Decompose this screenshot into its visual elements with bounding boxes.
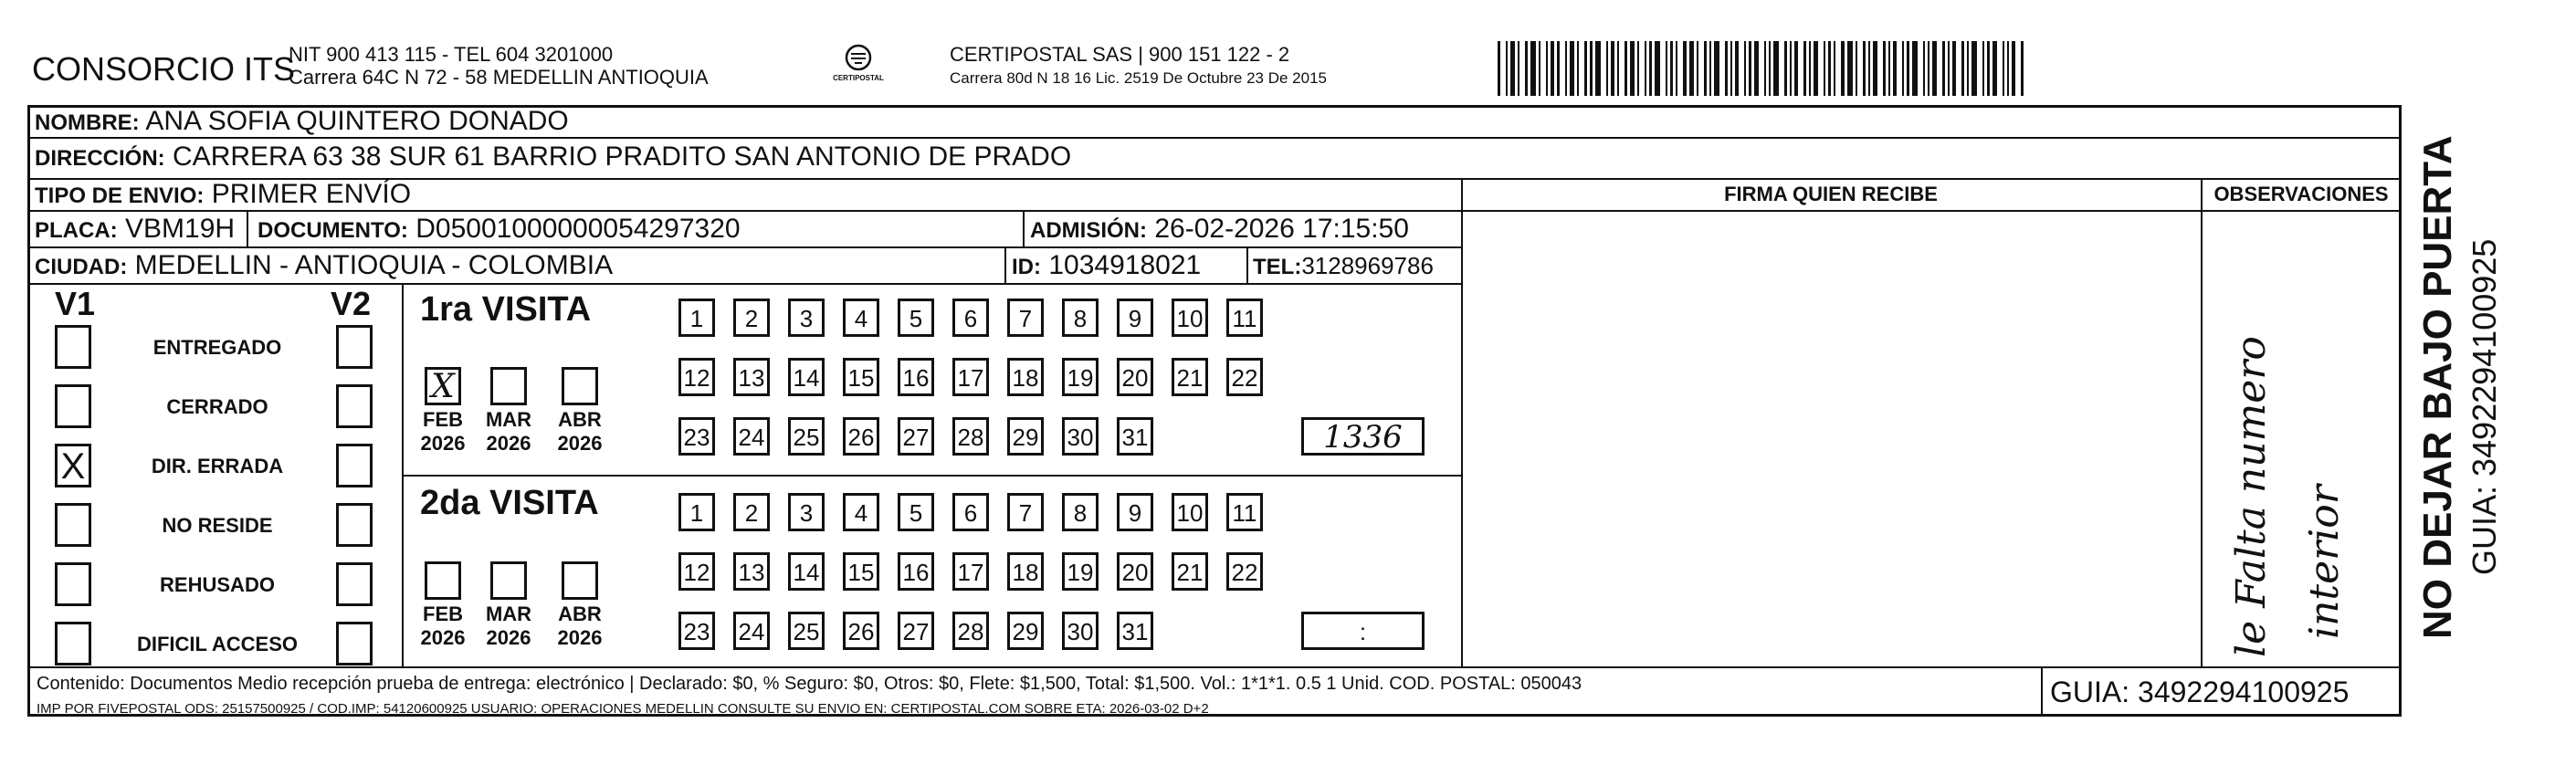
ciudad-value: MEDELLIN - ANTIOQUIA - COLOMBIA [134, 250, 614, 280]
row-divider [27, 210, 2402, 212]
day-box-17[interactable]: 17 [952, 358, 989, 396]
admision-value: 26-02-2026 17:15:50 [1154, 214, 1409, 244]
barcode-bar [1637, 41, 1639, 96]
time-box[interactable]: 1336 [1301, 417, 1425, 456]
id-row [1012, 250, 1201, 281]
footer-contents: Contenido: Documentos Medio recepción prueba de entrega: electrónico | Declarado: $0, % Seguro: $0, Otros: $0, Flete: $1,500, Total: $1,500. Vol.: 1*1*1. 0.5 1 Unid. COD. POSTAL: 050043 [37, 674, 1582, 694]
month-box-abr[interactable] [562, 561, 598, 600]
barcode-bar [1584, 41, 1587, 96]
tel-value: 3128969786 [1301, 252, 1434, 279]
direccion-label: DIRECCIÓN: [35, 146, 165, 171]
v1-checkbox[interactable] [55, 444, 91, 487]
ciudad-label: CIUDAD: [35, 255, 128, 279]
barcode-bar [1649, 41, 1652, 96]
v1-check-mark: X [60, 446, 86, 487]
direccion-value: CARRERA 63 38 SUR 61 BARRIO PRADITO SAN ANTONIO DE PRADO [173, 141, 1072, 172]
tipo-label: TIPO DE ENVIO: [35, 183, 205, 208]
barcode-bar [2003, 41, 2004, 96]
barcode-bar [1595, 41, 1601, 96]
v1-label: V1 [55, 285, 96, 322]
documento-value: D05001000000054297320 [415, 214, 741, 244]
barcode-bar [1923, 41, 1925, 96]
day-box-1[interactable]: 1 [678, 493, 715, 531]
barcode-bar [1709, 41, 1711, 96]
day-box-25[interactable]: 25 [788, 417, 825, 456]
barcode-bar [1670, 41, 1673, 96]
v1-checkbox[interactable] [55, 562, 91, 606]
status-option-label: NO RESIDE [162, 514, 273, 537]
column-divider [247, 210, 248, 246]
barcode-bar [1617, 41, 1619, 96]
day-box-28[interactable]: 28 [952, 612, 989, 650]
day-box-22[interactable]: 22 [1226, 358, 1263, 396]
barcode-bar [1971, 41, 1977, 96]
barcode-bar [1794, 41, 1798, 96]
day-box-4[interactable]: 4 [843, 299, 879, 337]
barcode-bar [1655, 41, 1660, 96]
barcode-bar [1847, 41, 1853, 96]
footer-imp: IMP POR FIVEPOSTAL ODS: 25157500925 / COD.IMP: 54120600925 USUARIO: OPERACIONES MEDELLIN CONSULTE SU ENVIO EN: CERTIPOSTAL.COM SOBRE ETA: 2026-03-02 D+2 [37, 701, 1209, 717]
direccion-row [35, 141, 1071, 173]
firma-label: FIRMA QUIEN RECIBE [1724, 183, 1938, 205]
barcode-bar [1749, 41, 1751, 96]
column-divider [1246, 246, 1248, 283]
barcode-bar [1982, 41, 1984, 96]
barcode-bar [1907, 41, 1909, 96]
day-box-9[interactable]: 9 [1117, 299, 1153, 337]
day-box-1[interactable]: 1 [678, 299, 715, 337]
day-box-27[interactable]: 27 [898, 612, 934, 650]
status-option-label: DIR. ERRADA [151, 455, 284, 477]
barcode-bar [1611, 41, 1614, 96]
v2-checkbox[interactable] [336, 562, 373, 606]
day-box-23[interactable]: 23 [678, 612, 715, 650]
company-nit: NIT 900 413 115 - TEL 604 3201000 [289, 43, 614, 66]
barcode-bar [1704, 41, 1707, 96]
barcode-bar [1912, 41, 1918, 96]
barcode-bar [1539, 41, 1540, 96]
column-divider [2201, 178, 2203, 666]
month-year: 2026 [420, 626, 466, 649]
barcode-bar [1666, 41, 1667, 96]
logo-text: CERTIPOSTAL [833, 74, 884, 82]
company-address: Carrera 64C N 72 - 58 MEDELLIN ANTIOQUIA [289, 66, 709, 89]
month-box-abr[interactable] [562, 367, 598, 405]
v2-checkbox[interactable] [336, 384, 373, 428]
month-name: FEB [423, 408, 463, 431]
first-visit-label: 1ra VISITA [420, 290, 592, 329]
day-box-19[interactable]: 19 [1062, 358, 1099, 396]
day-box-17[interactable]: 17 [952, 552, 989, 591]
day-box-2[interactable]: 2 [733, 493, 770, 531]
day-box-16[interactable]: 16 [898, 552, 934, 591]
carrier-address: Carrera 80d N 18 16 Lic. 2519 De Octubre 23 De 2015 [950, 69, 1327, 87]
v1-checkbox[interactable] [55, 622, 91, 665]
v2-checkbox[interactable] [336, 622, 373, 665]
day-box-13[interactable]: 13 [733, 358, 770, 396]
v1-checkbox[interactable] [55, 325, 91, 369]
day-box-10[interactable]: 10 [1172, 299, 1208, 337]
barcode-bar [1577, 41, 1579, 96]
placa-row [35, 214, 235, 245]
status-option-label: ENTREGADO [152, 336, 282, 359]
barcode-bar [1697, 41, 1698, 96]
day-box-9[interactable]: 9 [1117, 493, 1153, 531]
day-box-10[interactable]: 10 [1172, 493, 1208, 531]
v2-checkbox[interactable] [336, 503, 373, 547]
barcode-bar [1630, 41, 1635, 96]
barcode-bar [1518, 41, 1519, 96]
nombre-value: ANA SOFIA QUINTERO DONADO [145, 106, 569, 136]
day-box-30[interactable]: 30 [1062, 417, 1099, 456]
day-box-14[interactable]: 14 [788, 552, 825, 591]
barcode-bar [1952, 41, 1956, 96]
barcode-bar [1828, 41, 1831, 96]
column-divider [1023, 210, 1025, 246]
side-guia: GUIA: 3492294100925 [2466, 238, 2503, 575]
day-box-7[interactable]: 7 [1007, 299, 1044, 337]
day-box-6[interactable]: 6 [952, 493, 989, 531]
barcode-bar [1824, 41, 1825, 96]
barcode-bar [1676, 41, 1677, 96]
month-label [481, 603, 536, 650]
day-box-11[interactable]: 11 [1226, 299, 1263, 337]
v2-label: V2 [331, 285, 372, 322]
month-label [481, 408, 536, 456]
barcode-bar [1942, 41, 1945, 96]
day-box-26[interactable]: 26 [843, 612, 879, 650]
day-box-26[interactable]: 26 [843, 417, 879, 456]
barcode-bar [1863, 41, 1866, 96]
barcode-bar [1814, 41, 1818, 96]
placa-value: VBM19H [125, 214, 236, 244]
barcode-bar [1893, 41, 1897, 96]
status-option-label: CERRADO [166, 395, 268, 418]
day-box-8[interactable]: 8 [1062, 493, 1099, 531]
barcode-bar [1992, 41, 1997, 96]
day-box-12[interactable]: 12 [678, 358, 715, 396]
barcode-bar [1525, 41, 1528, 96]
day-box-21[interactable]: 21 [1172, 358, 1208, 396]
nombre-label: NOMBRE: [35, 110, 140, 135]
nombre-row [35, 106, 569, 137]
barcode-bar [1557, 41, 1560, 96]
barcode-bar [1902, 41, 1904, 96]
day-box-28[interactable]: 28 [952, 417, 989, 456]
tel-label: TEL: [1253, 255, 1302, 279]
day-box-19[interactable]: 19 [1062, 552, 1099, 591]
barcode-bar [1790, 41, 1792, 96]
barcode-bar [1606, 41, 1608, 96]
day-box-29[interactable]: 29 [1007, 612, 1044, 650]
v1-checkbox[interactable] [55, 384, 91, 428]
month-name: ABR [558, 603, 602, 625]
day-box-7[interactable]: 7 [1007, 493, 1044, 531]
day-box-29[interactable]: 29 [1007, 417, 1044, 456]
barcode-bar [1551, 41, 1554, 96]
barcode-bar [1967, 41, 1969, 96]
month-box-mar[interactable] [490, 561, 527, 600]
certipostal-logo [831, 41, 886, 91]
admision-row [1030, 214, 1409, 245]
barcode-bar [1809, 41, 1811, 96]
footer-divider [27, 666, 2402, 668]
day-box-18[interactable]: 18 [1007, 358, 1044, 396]
barcode-bar [1530, 41, 1536, 96]
barcode-bar [1714, 41, 1719, 96]
barcode-bar [1873, 41, 1877, 96]
barcode-bar [1932, 41, 1937, 96]
side-notice: NO DEJAR BAJO PUERTA [2415, 135, 2460, 639]
admision-label: ADMISIÓN: [1030, 218, 1147, 243]
month-label [552, 408, 607, 456]
day-box-12[interactable]: 12 [678, 552, 715, 591]
barcode-bar [1645, 41, 1646, 96]
observation-handwriting-1: le Falta numero [2228, 336, 2275, 657]
month-name: MAR [485, 603, 532, 625]
id-value: 1034918021 [1048, 250, 1202, 280]
day-box-14[interactable]: 14 [788, 358, 825, 396]
column-divider [2041, 666, 2043, 717]
month-year: 2026 [486, 626, 531, 649]
barcode-bar [1834, 41, 1835, 96]
barcode-bar [1725, 41, 1728, 96]
barcode-bar [1570, 41, 1574, 96]
month-box-feb[interactable] [425, 367, 461, 405]
footer-guia: GUIA: 3492294100925 [2050, 676, 2350, 708]
day-box-21[interactable]: 21 [1172, 552, 1208, 591]
barcode-bar [1948, 41, 1950, 96]
carrier-name: CERTIPOSTAL SAS | 900 151 122 - 2 [950, 43, 1290, 66]
row-divider [27, 137, 2402, 139]
barcode-bar [1506, 41, 1508, 96]
barcode-bar [1928, 41, 1929, 96]
barcode-bar [1769, 41, 1771, 96]
ciudad-row [35, 250, 613, 281]
day-box-3[interactable]: 3 [788, 493, 825, 531]
barcode-bar [1841, 41, 1845, 96]
barcode-bar [1754, 41, 1759, 96]
time-box[interactable]: : [1301, 612, 1425, 650]
status-option-label: DIFICIL ACCESO [136, 633, 298, 655]
barcode-bar [1773, 41, 1779, 96]
month-label [552, 603, 607, 650]
barcode [1498, 41, 2228, 96]
day-box-23[interactable]: 23 [678, 417, 715, 456]
status-option-label: REHUSADO [160, 573, 275, 596]
column-divider [402, 283, 404, 666]
barcode-bar [2007, 41, 2009, 96]
barcode-bar [1546, 41, 1548, 96]
barcode-bar [2012, 41, 2015, 96]
column-divider [1004, 246, 1006, 283]
barcode-bar [1498, 41, 1500, 96]
day-box-16[interactable]: 16 [898, 358, 934, 396]
tipo-row [35, 179, 411, 210]
visit-divider [402, 475, 1461, 477]
barcode-bar [1744, 41, 1746, 96]
month-box-feb[interactable] [425, 561, 461, 600]
month-name: ABR [558, 408, 602, 431]
placa-label: PLACA: [35, 218, 118, 243]
barcode-bar [1803, 41, 1806, 96]
day-box-31[interactable]: 31 [1117, 612, 1153, 650]
day-box-22[interactable]: 22 [1226, 552, 1263, 591]
barcode-bar [1624, 41, 1627, 96]
month-label [415, 408, 470, 456]
month-year: 2026 [557, 432, 603, 455]
barcode-bar [1856, 41, 1857, 96]
month-label [415, 603, 470, 650]
barcode-bar [1764, 41, 1766, 96]
barcode-bar [1883, 41, 1886, 96]
day-box-30[interactable]: 30 [1062, 612, 1099, 650]
day-box-20[interactable]: 20 [1117, 358, 1153, 396]
day-box-20[interactable]: 20 [1117, 552, 1153, 591]
day-box-15[interactable]: 15 [843, 552, 879, 591]
v2-checkbox[interactable] [336, 325, 373, 369]
day-box-8[interactable]: 8 [1062, 299, 1099, 337]
day-box-13[interactable]: 13 [733, 552, 770, 591]
day-box-24[interactable]: 24 [733, 612, 770, 650]
column-divider [1461, 178, 1463, 666]
barcode-bar [1510, 41, 1515, 96]
day-box-27[interactable]: 27 [898, 417, 934, 456]
barcode-bar [1888, 41, 1890, 96]
tel-row [1253, 252, 1434, 280]
tipo-value: PRIMER ENVÍO [211, 179, 412, 209]
barcode-bar [1565, 41, 1567, 96]
barcode-bar [1987, 41, 1990, 96]
barcode-bar [1683, 41, 1687, 96]
month-check-mark: X [431, 368, 455, 405]
barcode-bar [1689, 41, 1694, 96]
day-box-5[interactable]: 5 [898, 299, 934, 337]
month-name: MAR [485, 408, 532, 431]
v2-checkbox[interactable] [336, 444, 373, 487]
day-box-5[interactable]: 5 [898, 493, 934, 531]
id-label: ID: [1012, 255, 1041, 279]
barcode-bar [1868, 41, 1870, 96]
day-box-25[interactable]: 25 [788, 612, 825, 650]
barcode-bar [1961, 41, 1964, 96]
day-box-11[interactable]: 11 [1226, 493, 1263, 531]
month-box-mar[interactable] [490, 367, 527, 405]
barcode-bar [1590, 41, 1593, 96]
second-visit-label: 2da VISITA [420, 484, 599, 522]
month-name: FEB [423, 603, 463, 625]
day-box-3[interactable]: 3 [788, 299, 825, 337]
month-year: 2026 [486, 432, 531, 455]
barcode-bar [1784, 41, 1787, 96]
day-box-24[interactable]: 24 [733, 417, 770, 456]
barcode-bar [1730, 41, 1732, 96]
day-box-4[interactable]: 4 [843, 493, 879, 531]
row-divider [27, 283, 1461, 285]
documento-row [258, 214, 741, 245]
day-box-6[interactable]: 6 [952, 299, 989, 337]
observation-handwriting-2: interior [2301, 485, 2348, 639]
month-year: 2026 [557, 626, 603, 649]
documento-label: DOCUMENTO: [258, 218, 408, 243]
barcode-bar [1735, 41, 1739, 96]
day-box-15[interactable]: 15 [843, 358, 879, 396]
company-name: CONSORCIO ITS [32, 50, 296, 88]
observaciones-label: OBSERVACIONES [2213, 183, 2389, 205]
day-box-31[interactable]: 31 [1117, 417, 1153, 456]
day-box-18[interactable]: 18 [1007, 552, 1044, 591]
day-box-2[interactable]: 2 [733, 299, 770, 337]
month-year: 2026 [420, 432, 466, 455]
barcode-bar [2021, 41, 2024, 96]
v1-checkbox[interactable] [55, 503, 91, 547]
